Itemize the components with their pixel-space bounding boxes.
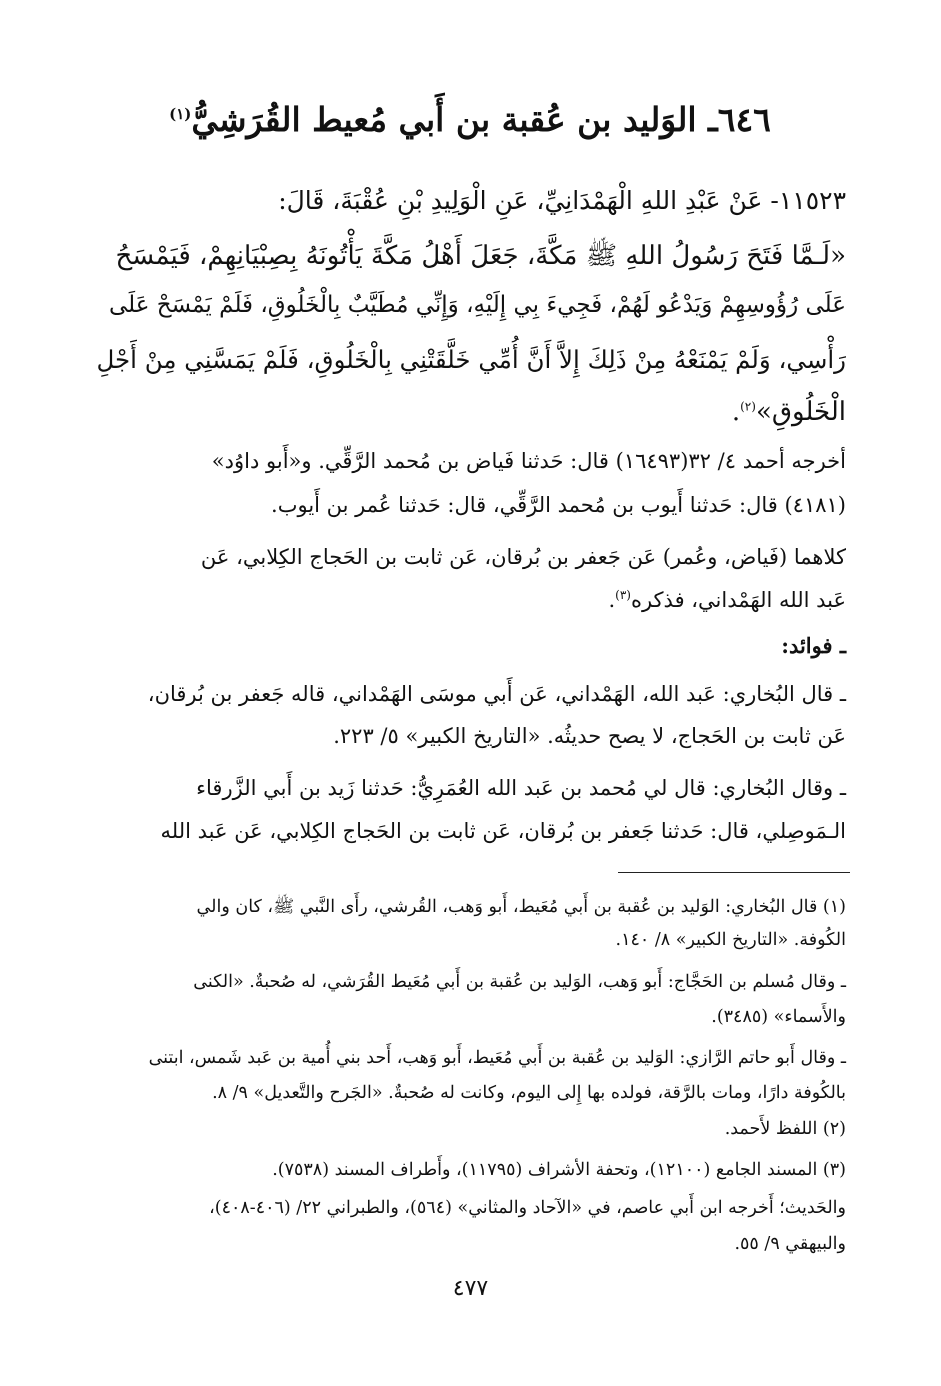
kilahuma-line-1: كلاهما (فَياض، وعُمر) عَن جَعفر بن بُرقان، عَن ثابت بن الحَجاج الكِلابي، عَن [200,545,846,569]
hadith-line-3: عَلَى رُؤُوسِهِمْ وَيَدْعُو لَهُمْ، فَجِيءَ بِي إِلَيْهِ، وَإِنِّي مُطَيَّبٌ بِالْخَلُوقِ، فَلَمْ يَمْسَحْ عَلَى [108,292,846,318]
footnote-3-line-3: والبيهقي ٩/ ٥٥. [734,1234,846,1254]
kilahuma-line-2: عَبد الله الهَمْداني، فذكره$^{(٣)}$. [608,588,846,612]
fawaid-para2-line-2: الـمَوصِلي، قال: حَدثنا جَعفر بن بُرقان، عَن ثابت بن الحَجاج الكِلابي، عَن عَبد الله [160,819,846,843]
fawaid-para1-line-1: ـ قال البُخاري: عَبد الله، الهَمْداني، عَن أَبي موسَى الهَمْداني، قاله جَعفر بن بُرقان، [147,682,846,706]
footnote-1-line-5: ـ وقال أَبو حاتم الرَّازي: الوَليد بن عُقبة بن أَبي مُعَيط، أَبو وَهب، أَحد بني أُمية بن عَبد شَمس، ابتنى [148,1048,846,1068]
hadith-last-text: الْخَلُوقِ» [755,397,846,427]
takhrij-line-1: أخرجه أحمد ٤/ ٣٢(١٦٤٩٣) قال: حَدثنا فَياض بن مُحمد الرَّقِّي. و«أَبو داوُد» [211,449,846,473]
hadith-line-2: «لَـمَّا فَتَحَ رَسُولُ اللهِ ﷺ مَكَّةَ، جَعَلَ أَهْلُ مَكَّةَ يَأْتُونَهُ بِصِبْيَانِهِمْ، فَيَمْسَحُ [115,241,846,271]
page-number: ٤٧٧ [452,1276,489,1301]
footnote-1-line-1: (١) قال البُخاري: الوَليد بن عُقبة بن أَبي مُعَيط، أَبو وَهب، القُرشي، رأَى النَّبي ﷺ، كان والي [196,897,846,917]
footnote-1-line-6: بالكُوفة دارًا، ومات بالرَّقة، فولده بها إِلى اليوم، وكانت له صُحبةٌ. «الجَرح والتَّعديل» ٩/ ٨. [212,1083,846,1103]
hadith-footnote-marker: (٢) [740,399,756,414]
fawaid-heading: ـ فوائد: [781,633,846,658]
footnote-3-line-2: والحَديث؛ أَخرجه ابن أَبي عاصم، في «الآحاد والمثاني» (٥٦٤)، والطبراني ٢٢/ (٤٠٦-٤٠٨)، [209,1198,846,1218]
page-title [100,100,840,139]
footnote-separator [618,872,850,873]
hadith-line-1: ١١٥٢٣- عَنْ عَبْدِ اللهِ الْهَمْدَانِيِّ، عَنِ الْوَلِيدِ بْنِ عُقْبَةَ، قَالَ: [278,186,846,215]
hadith-line-5: الْخَلُوقِ»$^{(٢)}$. [731,397,846,427]
footnote-1-line-3: ـ وقال مُسلم بن الحَجَّاج: أَبو وَهب، الوَليد بن عُقبة بن أَبي مُعَيط القُرَشي، له صُحبةٌ. «الكنى [193,972,846,992]
title-text: ٦٤٦ـ الوَليد بن عُقبة بن أَبي مُعيط القُرَشِيُّ [191,100,771,139]
fawaid-para1-line-2: عَن ثابت بن الحَجاج، لا يصح حديثُه. «التاريخ الكبير» ٥/ ٢٢٣. [333,724,846,748]
hadith-line-4: رَأْسِي، وَلَمْ يَمْنَعْهُ مِنْ ذَلِكَ إِلاَّ أَنَّ أُمِّي خَلَّقَتْنِي بِالْخَلُوقِ، فَلَمْ يَمَسَّنِي مِنْ أَجْلِ [96,345,846,374]
footnote-1-line-2: الكُوفة. «التاريخ الكبير» ٨/ ١٤٠. [615,930,846,950]
title-footnote-marker: (١) [169,105,192,123]
kilahuma-text: عَبد الله الهَمْداني، فذكره [630,588,846,612]
kilahuma-footnote-marker: (٣) [615,588,631,602]
takhrij-line-2: (٤١٨١) قال: حَدثنا أَيوب بن مُحمد الرَّقِّي، قال: حَدثنا عُمر بن أَيوب. [271,493,846,517]
fawaid-para2-line-1: ـ وقال البُخاري: قال لي مُحمد بن عَبد الله العُمَرِيُّ: حَدثنا زَيد بن أَبي الزَّرقاء [196,776,846,800]
footnote-1-line-4: والأَسماء» (٣٤٨٥). [711,1007,846,1027]
footnote-2: (٢) اللفظ لأَحمد. [724,1119,846,1139]
footnote-3-line-1: (٣) المسند الجامع (١٢١٠٠)، وتحفة الأشراف (١١٧٩٥)، وأَطراف المسند (٧٥٣٨). [272,1160,846,1180]
